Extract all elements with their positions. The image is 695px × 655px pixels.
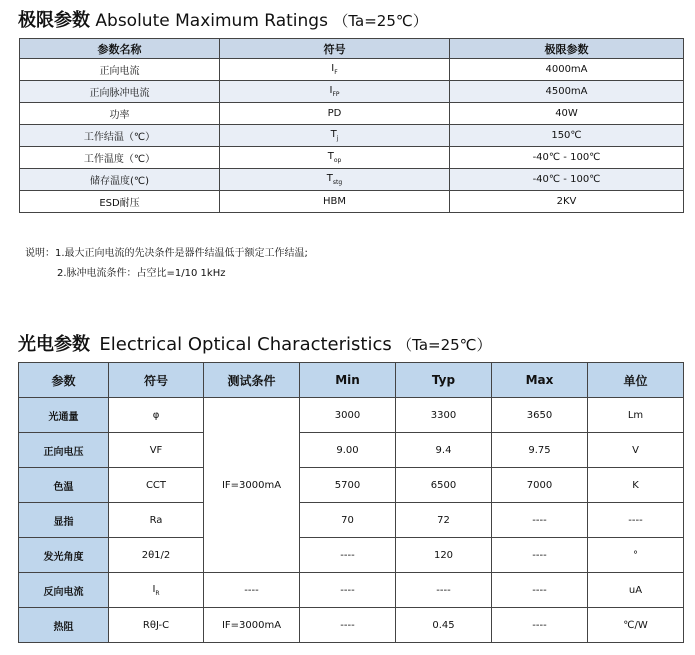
unit-cell: uA [588,573,684,608]
param-name-cell: 正向电压 [19,433,109,468]
note-1: 说明：1.最大正向电流的先决条件是器件结温低于额定工作结温; [25,248,308,259]
table-row [20,81,684,103]
typ-cell: 0.45 [396,608,492,643]
table-row [20,169,684,191]
limit-value-cell: 150℃ [450,125,684,147]
abs-max-table [19,38,684,213]
min-cell: ---- [300,573,396,608]
table-row [20,125,684,147]
unit-cell: ℃/W [588,608,684,643]
eo-title-en: Electrical Optical Characteristics [99,334,392,355]
header-max: Max [492,363,588,398]
header-param: 参数 [19,363,109,398]
test-condition-cell: IF=3000mA [204,608,300,643]
abs-max-title [18,6,428,32]
limit-value-cell: 4000mA [450,59,684,81]
eo-title-cn: 光电参数 [18,334,90,355]
param-name-cell: 工作结温（℃） [20,125,220,147]
min-cell: ---- [300,538,396,573]
max-cell: 9.75 [492,433,588,468]
symbol-text: I [152,583,156,595]
symbol-subscript: j [336,135,339,142]
table-header-row [19,363,684,398]
unit-cell: ° [588,538,684,573]
header-symbol: 符号 [220,39,450,59]
symbol-text: Ra [149,514,163,526]
param-name-cell: 光通量 [19,398,109,433]
table-row [19,468,684,503]
typ-cell: 9.4 [396,433,492,468]
param-name-cell: ESD耐压 [20,191,220,213]
limit-value-cell: -40℃ - 100℃ [450,169,684,191]
header-unit: 单位 [588,363,684,398]
header-param-name: 参数名称 [20,39,220,59]
min-cell: ---- [300,608,396,643]
table-row [19,538,684,573]
typ-cell: 72 [396,503,492,538]
typ-cell: 6500 [396,468,492,503]
param-name-cell: 热阻 [19,608,109,643]
param-name-cell: 显指 [19,503,109,538]
param-name-cell: 反向电流 [19,573,109,608]
param-name-cell: 工作温度（℃） [20,147,220,169]
test-condition-cell: ---- [204,573,300,608]
table-row [20,147,684,169]
symbol-cell [109,608,204,643]
symbol-subscript: R [155,589,160,597]
table-header-row [20,39,684,59]
symbol-text: 2θ1/2 [141,549,171,561]
max-cell: 3650 [492,398,588,433]
param-name-cell: 储存温度(℃) [20,169,220,191]
symbol-text: T [330,129,337,140]
symbol-subscript: op [333,157,342,164]
max-cell: 7000 [492,468,588,503]
limit-value-cell: 4500mA [450,81,684,103]
table-row [19,503,684,538]
symbol-cell [220,191,450,213]
symbol-text: T [327,151,334,162]
min-cell: 5700 [300,468,396,503]
abs-max-title-en: Absolute Maximum Ratings [95,11,328,31]
typ-cell: ---- [396,573,492,608]
symbol-text: HBM [322,196,346,207]
eo-table [18,362,684,643]
symbol-text: T [326,173,333,184]
abs-max-title-cn: 极限参数 [18,10,90,31]
header-typ: Typ [396,363,492,398]
symbol-cell [220,81,450,103]
table-row [20,103,684,125]
header-min: Min [300,363,396,398]
table-row [19,433,684,468]
param-name-cell: 正向电流 [20,59,220,81]
symbol-subscript: FP [332,91,340,98]
eo-condition: （Ta=25℃） [397,336,492,354]
symbol-subscript: F [334,69,338,76]
header-limit: 极限参数 [450,39,684,59]
symbol-text: PD [327,108,342,119]
symbol-text: VF [149,444,163,456]
table-row [20,59,684,81]
min-cell: 9.00 [300,433,396,468]
typ-cell: 3300 [396,398,492,433]
symbol-cell [220,147,450,169]
limit-value-cell: -40℃ - 100℃ [450,147,684,169]
symbol-text: I [329,85,333,96]
header-symbol: 符号 [109,363,204,398]
symbol-cell [109,468,204,503]
table-row [19,398,684,433]
symbol-cell [109,503,204,538]
param-name-cell: 发光角度 [19,538,109,573]
symbol-text: φ [152,409,160,421]
unit-cell: Lm [588,398,684,433]
limit-value-cell: 2KV [450,191,684,213]
symbol-cell [109,398,204,433]
symbol-text: CCT [145,479,167,491]
symbol-cell [109,538,204,573]
abs-max-condition: （Ta=25℃） [333,12,428,30]
limit-value-cell: 40W [450,103,684,125]
table-row [19,608,684,643]
min-cell: 70 [300,503,396,538]
max-cell: ---- [492,608,588,643]
header-test-condition: 测试条件 [204,363,300,398]
symbol-cell [109,573,204,608]
symbol-text: RθJ-C [142,619,170,631]
max-cell: ---- [492,573,588,608]
symbol-cell [220,59,450,81]
symbol-cell [220,103,450,125]
symbol-cell [220,169,450,191]
typ-cell: 120 [396,538,492,573]
table-row [19,573,684,608]
test-condition-merged-cell: IF=3000mA [204,398,300,573]
unit-cell: K [588,468,684,503]
unit-cell: ---- [588,503,684,538]
symbol-cell [109,433,204,468]
param-name-cell: 正向脉冲电流 [20,81,220,103]
symbol-text: I [331,63,335,74]
symbol-subscript: stg [332,179,343,186]
eo-title [18,330,492,356]
symbol-cell [220,125,450,147]
note-2: 2.脉冲电流条件：占空比=1/10 1kHz [57,268,226,279]
unit-cell: V [588,433,684,468]
param-name-cell: 色温 [19,468,109,503]
param-name-cell: 功率 [20,103,220,125]
table-row [20,191,684,213]
min-cell: 3000 [300,398,396,433]
max-cell: ---- [492,538,588,573]
max-cell: ---- [492,503,588,538]
